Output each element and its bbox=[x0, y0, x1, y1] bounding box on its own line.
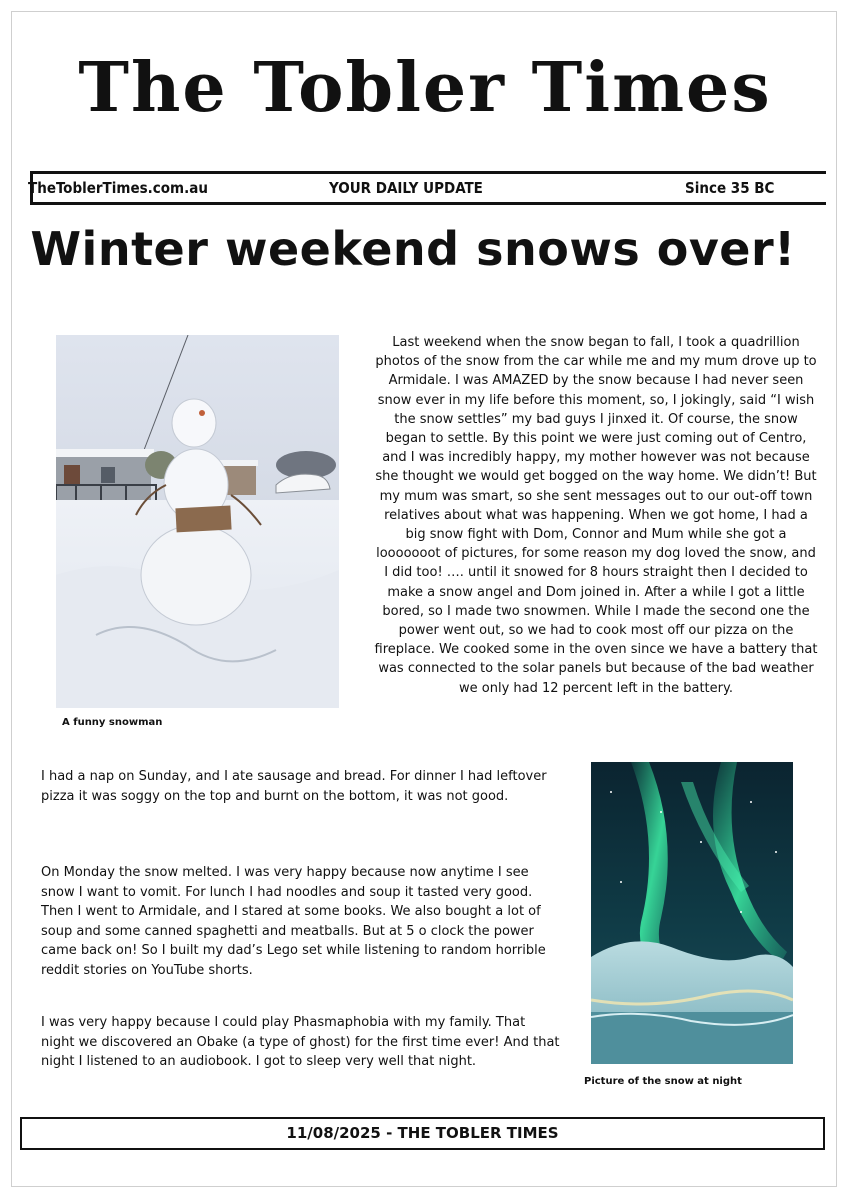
snowman-photo-caption: A funny snowman bbox=[62, 717, 163, 728]
footer-text: 11/08/2025 - THE TOBLER TIMES bbox=[286, 1124, 559, 1142]
website-label: TheToblerTimes.com.au bbox=[28, 179, 208, 197]
tagline-label: YOUR DAILY UPDATE bbox=[329, 179, 483, 197]
aurora-photo-caption: Picture of the snow at night bbox=[584, 1076, 742, 1087]
aurora-photo bbox=[591, 762, 793, 1064]
since-label: Since 35 BC bbox=[685, 179, 775, 197]
info-bar bbox=[30, 171, 826, 205]
snowman-photo bbox=[56, 335, 339, 708]
story-paragraph-3: On Monday the snow melted. I was very happy because now anytime I see snow I want to vomit. For lunch I had noodles and soup it tasted very good. Then I went to Armidale, and I stared at some books. We also bought a lot of soup and some canned spaghetti and meatballs. But at 5 o clock the power came back on! So I built my dad’s Lego set while listening to random horrible reddit stories on YouTube shorts. bbox=[41, 865, 546, 978]
masthead-title: The Tobler Times bbox=[78, 48, 772, 128]
footer-bar bbox=[20, 1117, 825, 1150]
story-paragraph-4: I was very happy because I could play Phasmaphobia with my family. That night we discovered an Obake (a type of ghost) for the first time ever! And that night I listened to an audiobook. I got to sleep very well that night. bbox=[41, 1015, 560, 1070]
article-headline: Winter weekend snows over! bbox=[30, 222, 796, 276]
story-paragraph-1: Last weekend when the snow began to fall, I took a quadrillion photos of the snow from the car while me and my mum drove up to Armidale. I was AMAZED by the snow because I had never seen snow ever in my life before this moment, so, I jokingly, said “I wish the snow settles” my bad guys I jinxed it. Of course, the snow began to settle. By this point we were just coming out of Centro, and I was incredibly happy, my mother however was not because she thought we would get bogged on the way home. We didn’t! But my mum was smart, so she sent messages out to our out-off town relatives about what was happening. When we got home, I had a big snow fight with Dom, Connor and Mum while she got a looooooot of pictures, for some reason my dog loved the snow, and I did too! …. until it snowed for 8 hours straight then I decided to make a snow angel and Dom joined in. After a while I got a little bored, so I made two snowmen. While I made the second one the power went out, so we had to cook most off our pizza on the fireplace. We cooked some in the oven since we have a battery that was connected to the solar panels but because of the bad weather we only had 12 percent left in the battery. bbox=[374, 335, 818, 696]
story-paragraph-2: I had a nap on Sunday, and I ate sausage and bread. For dinner I had leftover pizza it was soggy on the top and burnt on the bottom, it was not good. bbox=[41, 769, 547, 804]
